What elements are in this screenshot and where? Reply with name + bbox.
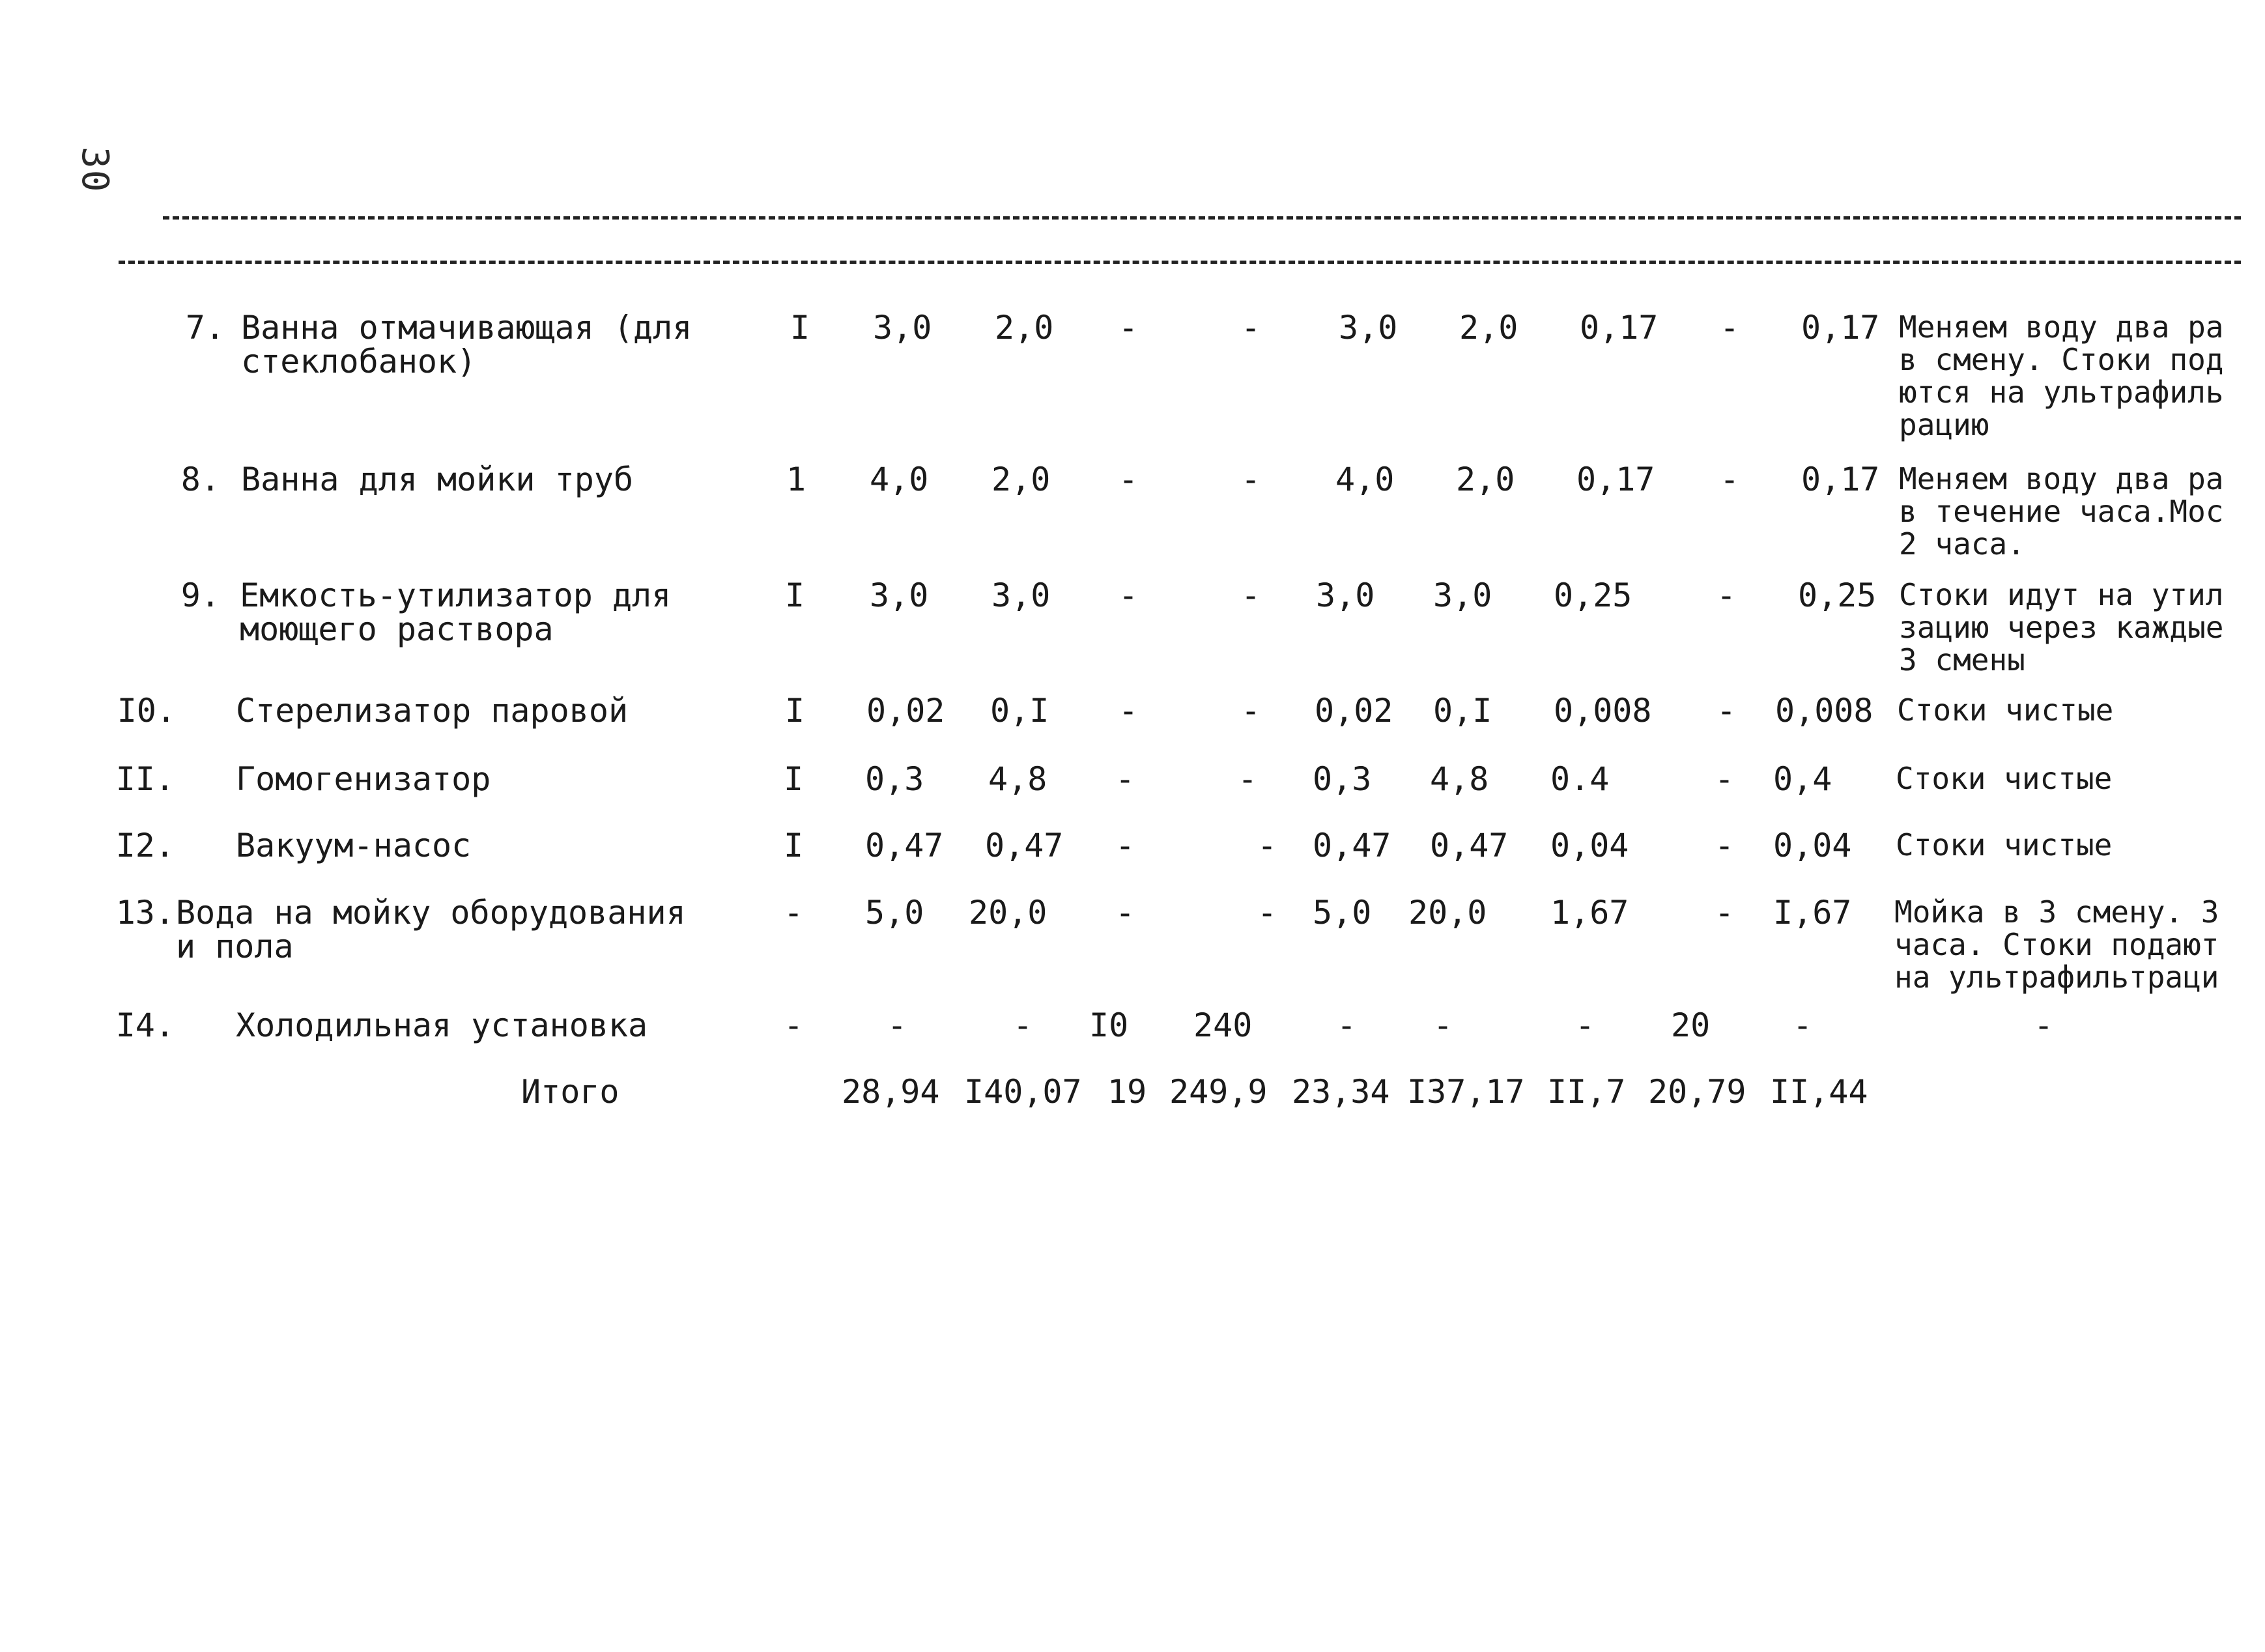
- row-name: Ванна отмачивающая (для стеклобанок): [241, 309, 692, 380]
- col-6: -: [1433, 1006, 1453, 1044]
- col-8: -: [1720, 461, 1740, 498]
- col-5: 0,3: [1313, 760, 1372, 798]
- col-7: 0,04: [1550, 827, 1629, 864]
- col-1: 3,0: [870, 577, 929, 614]
- total-5: 23,34: [1292, 1073, 1390, 1111]
- page-number: 30: [74, 147, 116, 193]
- col-1: -: [887, 1006, 907, 1044]
- row-number: 13.: [115, 894, 175, 932]
- col-2: 2,0: [991, 461, 1051, 498]
- col-1: 0,02: [866, 692, 945, 730]
- col-5: -: [1337, 1006, 1357, 1044]
- total-3: 19: [1107, 1073, 1147, 1111]
- row-name: Вакуум-насос: [236, 827, 472, 864]
- col-8: -: [1717, 577, 1737, 614]
- col-4: -: [1257, 894, 1277, 932]
- col-9: 0,008: [1775, 692, 1873, 730]
- col-5: 0,47: [1313, 827, 1391, 864]
- col-qty: I: [790, 309, 810, 347]
- col-9: -: [1793, 1006, 1813, 1044]
- total-2: I40,07: [964, 1073, 1082, 1111]
- col-1: 3,0: [873, 309, 932, 347]
- total-8: 20,79: [1648, 1073, 1746, 1111]
- col-1: 5,0: [865, 894, 924, 932]
- col-4: -: [1241, 461, 1261, 498]
- col-3: I0: [1089, 1006, 1129, 1044]
- table-header-rule-top: [163, 216, 2241, 220]
- col-8: 20: [1671, 1006, 1711, 1044]
- col-8: -: [1717, 692, 1737, 730]
- col-3: -: [1118, 692, 1139, 730]
- col-qty: I: [785, 692, 805, 730]
- col-3: -: [1118, 577, 1139, 614]
- row-note: Меняем воду два ра в смену. Стоки под ются на ультрафиль рацию: [1899, 309, 2224, 442]
- col-2: 0,I: [990, 692, 1049, 730]
- row-name: Емкость-утилизатор для моющего раствора: [240, 577, 672, 648]
- total-6: I37,17: [1407, 1073, 1525, 1111]
- col-3: -: [1115, 827, 1135, 864]
- col-2: 4,8: [988, 760, 1047, 798]
- table-header-rule-bottom: [119, 261, 2241, 264]
- col-5: 3,0: [1339, 309, 1398, 347]
- col-4: -: [1241, 692, 1261, 730]
- col-8: -: [1715, 894, 1735, 932]
- col-9: 0,17: [1801, 309, 1880, 347]
- col-3: -: [1118, 309, 1139, 347]
- row-name: Гомогенизатор: [236, 760, 491, 798]
- col-6: 0,47: [1430, 827, 1509, 864]
- col-4: -: [1238, 760, 1258, 798]
- row-number: II.: [115, 760, 175, 798]
- col-7: 1,67: [1550, 894, 1629, 932]
- row-name: Стерелизатор паровой: [236, 692, 629, 730]
- col-9: 0,04: [1773, 827, 1852, 864]
- total-1: 28,94: [842, 1073, 940, 1111]
- col-4: -: [1241, 577, 1261, 614]
- col-6: 20,0: [1408, 894, 1487, 932]
- row-note: Мойка в 3 смену. 3 часа. Стоки подают на ультрафильтраци: [1894, 894, 2219, 995]
- col-1: 0,3: [865, 760, 924, 798]
- col-3: -: [1115, 894, 1135, 932]
- col-qty: -: [784, 894, 804, 932]
- col-qty: I: [785, 577, 805, 614]
- col-7: 0,17: [1580, 309, 1659, 347]
- col-9: 0,25: [1798, 577, 1877, 614]
- col-2: 3,0: [991, 577, 1051, 614]
- col-2: 2,0: [995, 309, 1054, 347]
- col-6: 2,0: [1459, 309, 1518, 347]
- col-7: 0,17: [1576, 461, 1655, 498]
- col-8: -: [1715, 827, 1735, 864]
- col-3: -: [1118, 461, 1139, 498]
- col-5: 3,0: [1316, 577, 1375, 614]
- col-9: 0,4: [1773, 760, 1832, 798]
- total-label: Итого: [521, 1073, 620, 1111]
- col-6: 0,I: [1433, 692, 1492, 730]
- row-number: I0.: [117, 692, 176, 730]
- col-7: 0.4: [1550, 760, 1610, 798]
- row-note: Стоки чистые: [1896, 827, 2113, 862]
- col-9: 0,17: [1801, 461, 1880, 498]
- total-7: II,7: [1547, 1073, 1626, 1111]
- col-1: 0,47: [865, 827, 944, 864]
- col-5: 4,0: [1335, 461, 1395, 498]
- col-6: 2,0: [1456, 461, 1515, 498]
- col-7: 0,25: [1554, 577, 1632, 614]
- row-number: 7.: [185, 309, 225, 347]
- col-4: -: [1257, 827, 1277, 864]
- col-qty: -: [784, 1006, 804, 1044]
- col-9: I,67: [1773, 894, 1852, 932]
- row-note: Стоки чистые: [1897, 692, 2114, 728]
- col-2: 0,47: [985, 827, 1064, 864]
- col-6: 3,0: [1433, 577, 1492, 614]
- row-name: Ванна для мойки труб: [241, 461, 634, 498]
- row-number: I4.: [115, 1006, 175, 1044]
- col-qty: 1: [786, 461, 806, 498]
- col-6: 4,8: [1430, 760, 1489, 798]
- col-2: -: [1013, 1006, 1033, 1044]
- col-8: -: [1720, 309, 1740, 347]
- col-5: 0,02: [1315, 692, 1393, 730]
- col-3: -: [1115, 760, 1135, 798]
- col-4: 240: [1193, 1006, 1253, 1044]
- col-5: 5,0: [1313, 894, 1372, 932]
- row-number: 9.: [180, 577, 220, 614]
- row-note: Меняем воду два ра в течение часа.Мос 2 часа.: [1899, 461, 2224, 562]
- col-8: -: [1715, 760, 1735, 798]
- row-number: 8.: [180, 461, 220, 498]
- row-note: Стоки идут на утил зацию через каждые 3 смены: [1899, 577, 2224, 677]
- row-note: Стоки чистые: [1896, 761, 2113, 796]
- col-7: -: [1575, 1006, 1595, 1044]
- col-qty: I: [784, 760, 804, 798]
- col-qty: I: [784, 827, 804, 864]
- col-2: 20,0: [969, 894, 1047, 932]
- col-1: 4,0: [870, 461, 929, 498]
- row-number: I2.: [115, 827, 175, 864]
- row-name: Вода на мойку оборудования и пола: [176, 894, 686, 965]
- col-4: -: [1241, 309, 1261, 347]
- total-9: II,44: [1770, 1073, 1868, 1111]
- total-4: 249,9: [1169, 1073, 1268, 1111]
- row-note: -: [2034, 1006, 2054, 1044]
- col-7: 0,008: [1554, 692, 1652, 730]
- row-name: Холодильная установка: [236, 1006, 648, 1044]
